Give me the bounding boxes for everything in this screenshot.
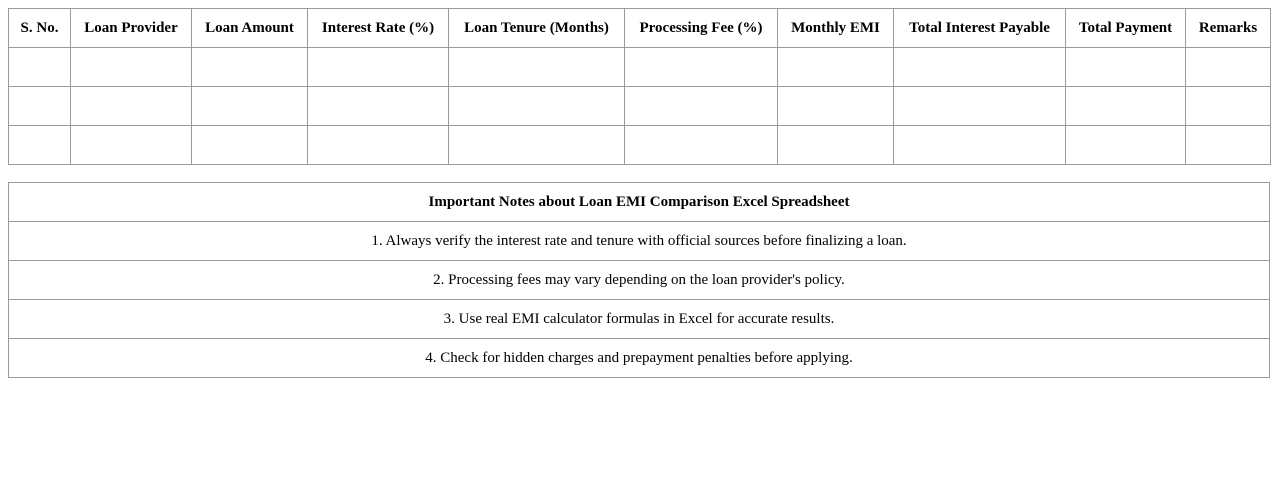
note-item: 4. Check for hidden charges and prepayment penalties before applying. <box>9 339 1270 378</box>
notes-header-row <box>9 183 1270 222</box>
table-cell[interactable] <box>1066 87 1186 126</box>
table-cell[interactable] <box>9 48 71 87</box>
table-cell[interactable] <box>449 87 625 126</box>
table-cell[interactable] <box>9 126 71 165</box>
important-notes-table <box>8 182 1270 378</box>
table-cell[interactable] <box>625 48 778 87</box>
table-row <box>9 126 1271 165</box>
column-header-loan-amount: Loan Amount <box>192 9 308 48</box>
column-header-monthly-emi: Monthly EMI <box>778 9 894 48</box>
column-header-loan-tenure: Loan Tenure (Months) <box>449 9 625 48</box>
note-row <box>9 339 1270 378</box>
table-row <box>9 48 1271 87</box>
table-cell[interactable] <box>449 48 625 87</box>
column-header-interest-rate: Interest Rate (%) <box>308 9 449 48</box>
table-cell[interactable] <box>1186 48 1271 87</box>
table-cell[interactable] <box>625 87 778 126</box>
table-cell[interactable] <box>71 126 192 165</box>
note-row <box>9 222 1270 261</box>
loan-emi-comparison-table <box>8 8 1271 165</box>
note-item: 2. Processing fees may vary depending on the loan provider's policy. <box>9 261 1270 300</box>
column-header-s-no: S. No. <box>9 9 71 48</box>
note-item: 1. Always verify the interest rate and tenure with official sources before finalizing a loan. <box>9 222 1270 261</box>
table-cell[interactable] <box>71 48 192 87</box>
table-cell[interactable] <box>1186 87 1271 126</box>
table-cell[interactable] <box>625 126 778 165</box>
column-header-total-interest-payable: Total Interest Payable <box>894 9 1066 48</box>
table-cell[interactable] <box>1066 48 1186 87</box>
table-cell[interactable] <box>449 126 625 165</box>
table-cell[interactable] <box>308 48 449 87</box>
table-cell[interactable] <box>192 126 308 165</box>
column-header-remarks: Remarks <box>1186 9 1271 48</box>
column-header-processing-fee: Processing Fee (%) <box>625 9 778 48</box>
notes-title: Important Notes about Loan EMI Comparison Excel Spreadsheet <box>9 183 1270 222</box>
table-cell[interactable] <box>778 48 894 87</box>
table-cell[interactable] <box>308 126 449 165</box>
table-cell[interactable] <box>308 87 449 126</box>
header-row <box>9 9 1271 48</box>
table-cell[interactable] <box>894 48 1066 87</box>
table-cell[interactable] <box>778 87 894 126</box>
table-cell[interactable] <box>9 87 71 126</box>
table-cell[interactable] <box>71 87 192 126</box>
column-header-total-payment: Total Payment <box>1066 9 1186 48</box>
note-row <box>9 261 1270 300</box>
note-item: 3. Use real EMI calculator formulas in Excel for accurate results. <box>9 300 1270 339</box>
table-cell[interactable] <box>192 87 308 126</box>
table-cell[interactable] <box>778 126 894 165</box>
table-row <box>9 87 1271 126</box>
table-cell[interactable] <box>894 126 1066 165</box>
table-cell[interactable] <box>1186 126 1271 165</box>
table-cell[interactable] <box>1066 126 1186 165</box>
table-cell[interactable] <box>192 48 308 87</box>
note-row <box>9 300 1270 339</box>
table-cell[interactable] <box>894 87 1066 126</box>
column-header-loan-provider: Loan Provider <box>71 9 192 48</box>
